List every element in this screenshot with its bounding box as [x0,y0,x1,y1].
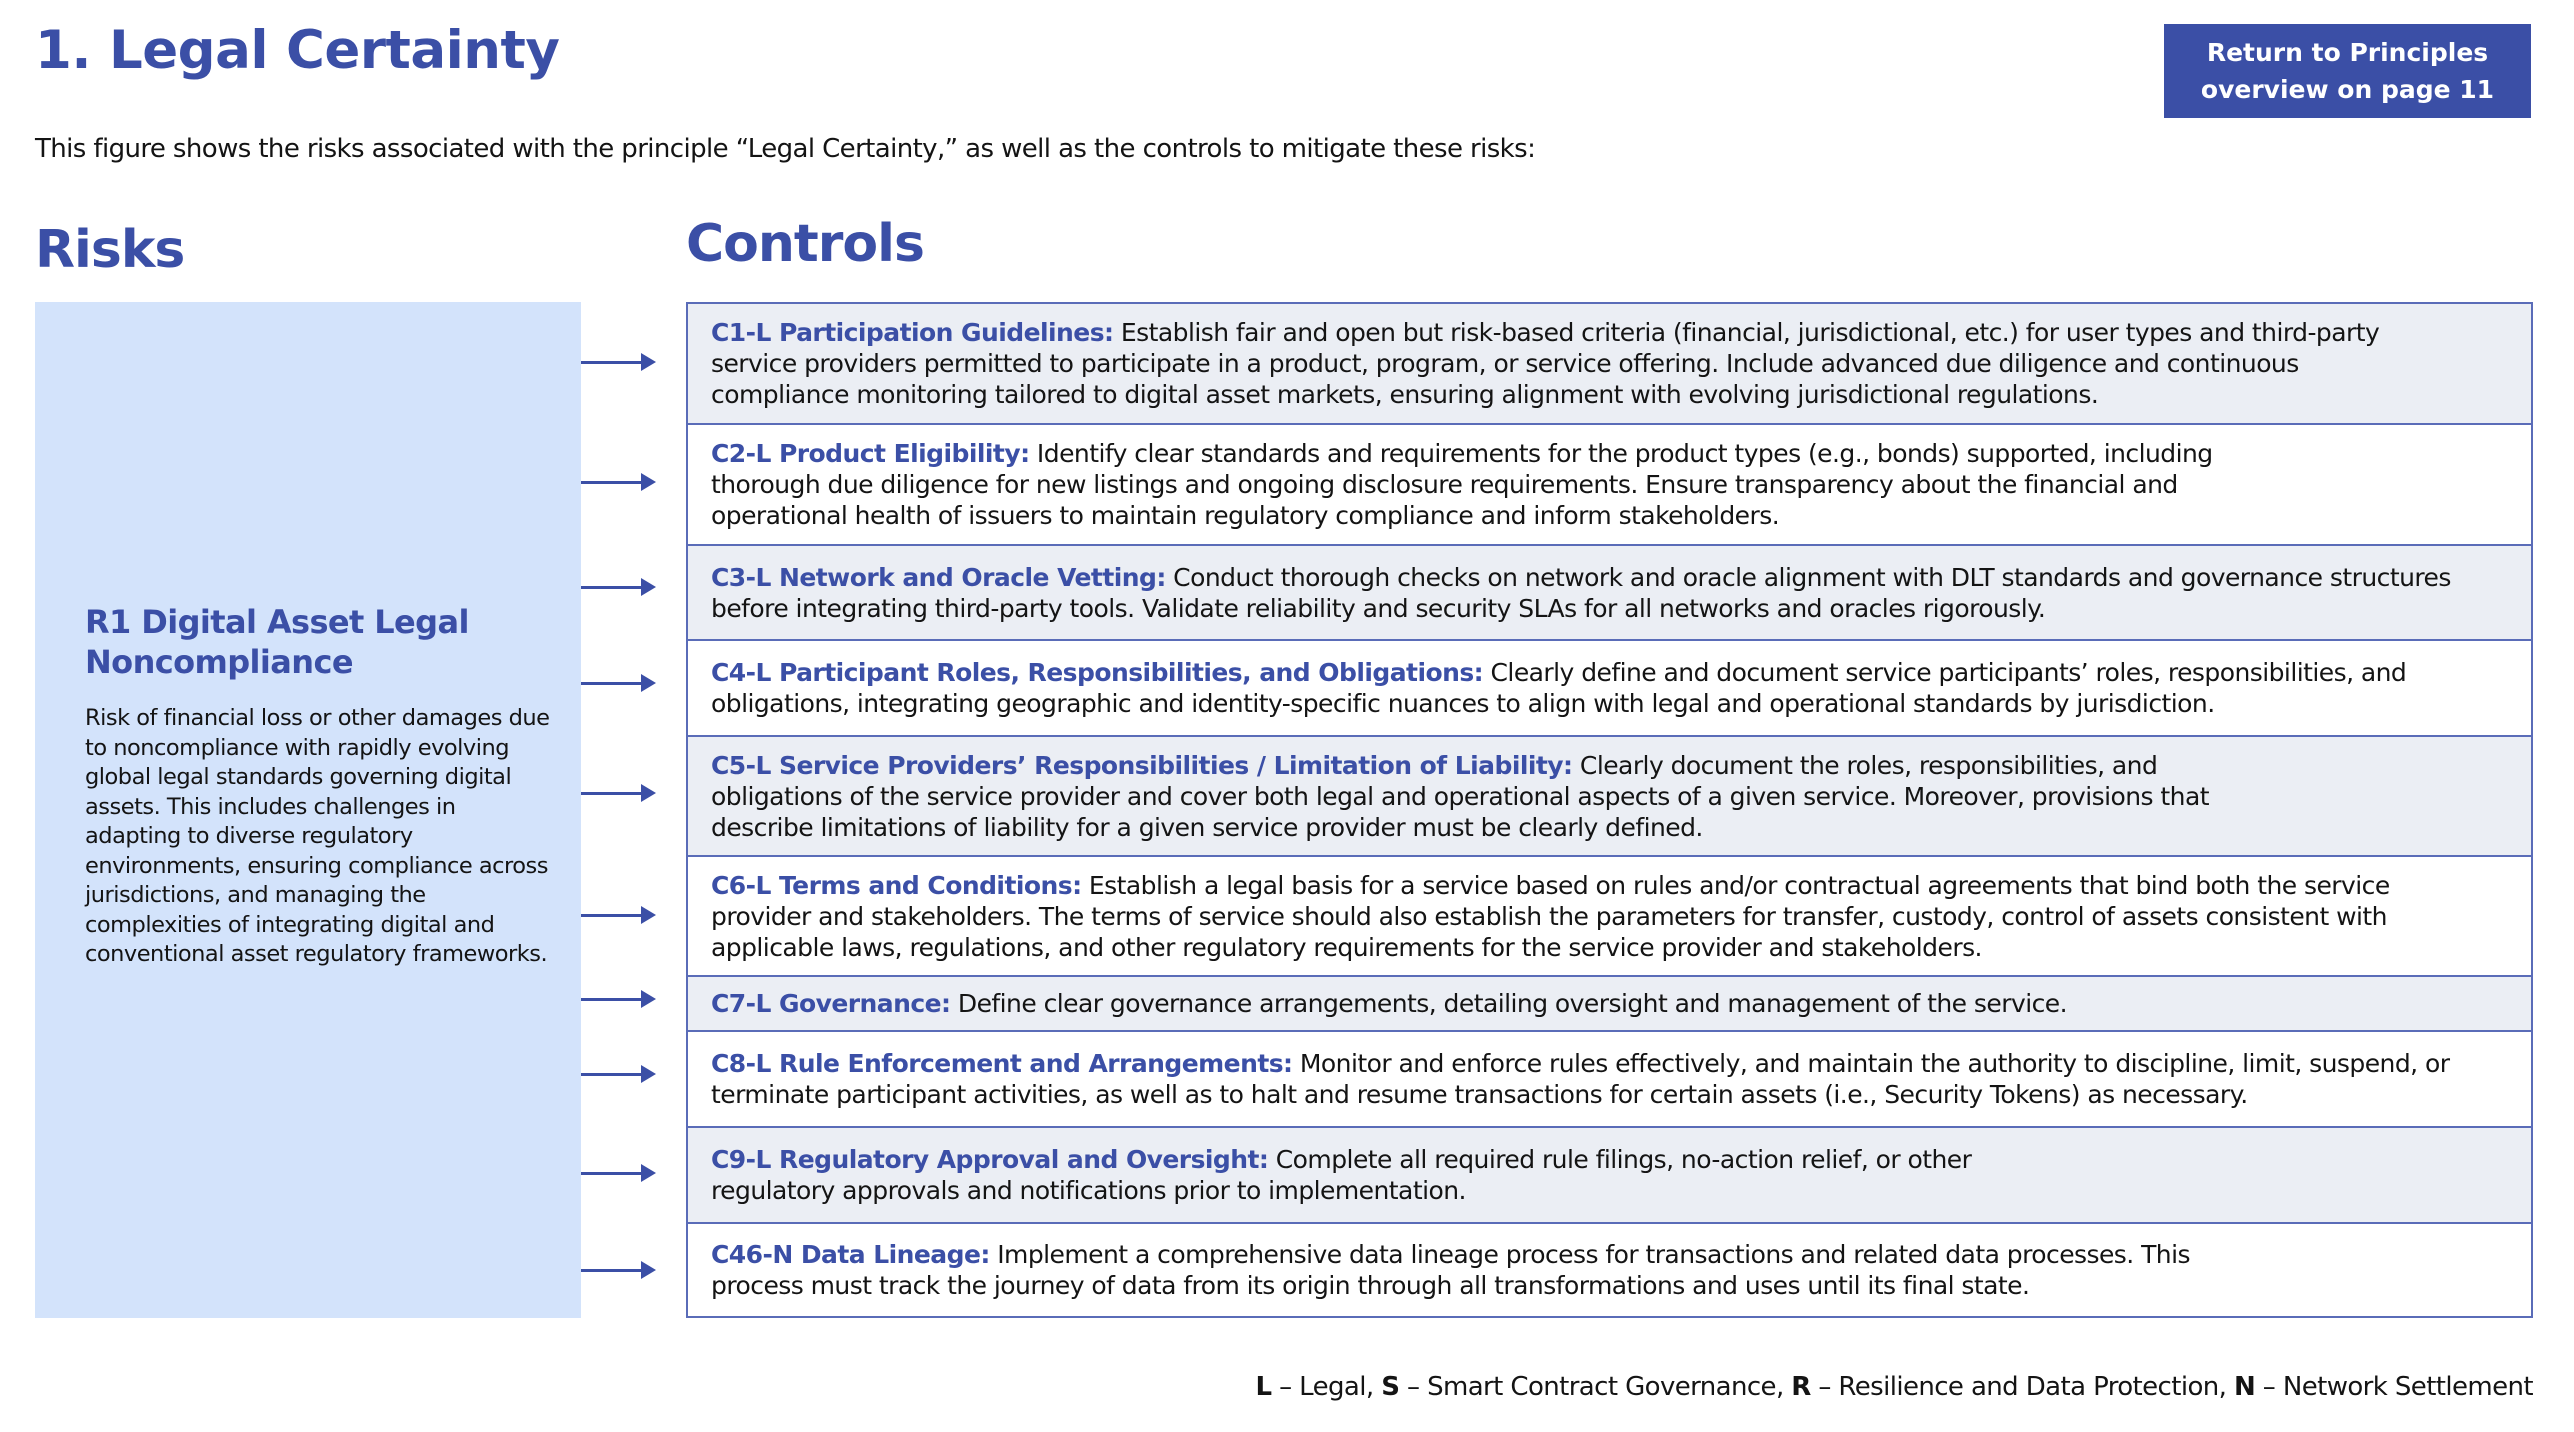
legend-label: – Smart Contract Governance, [1399,1372,1792,1402]
control-code: C7-L Governance: [711,989,951,1018]
risk-title: R1 Digital Asset Legal Noncompliance [85,603,469,681]
risk-description: Risk of financial loss or other damages due to noncompliance with rapidly evolving global legal standards governing digital assets. This includes challenges in adapting to diverse regulatory environments, ensuring compliance across jurisdictions, and managing the complexities of integrating digital and conventional asset regulatory frameworks. [85,705,550,967]
control-text: Define clear governance arrangements, detailing oversight and management of the service. [950,989,2068,1018]
control-code: C8-L Rule Enforcement and Arrangements: [711,1049,1293,1078]
controls-list [686,302,2533,1318]
arrow-right-icon [581,1163,657,1183]
arrow-right-icon [581,1260,657,1280]
control-row-c9 [688,1126,2531,1222]
risk-card-r1 [35,302,581,1318]
control-row-c8 [688,1030,2531,1126]
legend-key: L [1255,1372,1272,1402]
arrow-right-icon [581,905,657,925]
control-row-c4 [688,639,2531,735]
control-code: C1-L Participation Guidelines: [711,318,1114,347]
arrow-right-icon [581,673,657,693]
control-text: Identify clear standards and requirements for the product types (e.g., bonds) supported, including thorough due diligence for new listings and ongoing disclosure requirements. Ensure transparency about the financial and operational health of issuers to maintain regulatory compliance and inform stakeholders. [711,439,2213,530]
control-text: Establish a legal basis for a service based on rules and/or contractual agreements that bind both the service provider and stakeholders. The terms of service should also establish the parameters for transfer, custody, control of assets consistent with applicable laws, regulations, and other regulatory requirements for the service provider and stakeholders. [711,870,2390,962]
control-text: Conduct thorough checks on network and oracle alignment with DLT standards and governance structures before integrating third-party tools. Validate reliability and security SLAs for all networks and oracles rigorously. [711,562,2451,623]
arrow-right-icon [581,472,657,492]
control-text: Clearly document the roles, responsibilities, and obligations of the service provider and cover both legal and operational aspects of a given service. Moreover, provisions that describe limitations of liability for a given service provider must be clearly defined. [711,750,2209,842]
arrow-right-icon [581,577,657,597]
control-row-c7 [688,975,2531,1030]
control-row-c1 [688,304,2531,423]
control-text: Clearly define and document service participants’ roles, responsibilities, and obligations, integrating geographic and identity-specific nuances to align with legal and operational standards by jurisdiction. [711,658,2407,718]
return-to-principles-button[interactable] [2164,24,2531,118]
arrow-right-icon [581,989,657,1009]
intro-text: This figure shows the risks associated with the principle “Legal Certainty,” as well as the controls to mitigate these risks: [35,134,1536,164]
control-code: C2-L Product Eligibility: [711,439,1030,468]
legend-key: R [1791,1372,1811,1402]
control-row-c2 [688,423,2531,544]
control-text: Monitor and enforce rules effectively, and maintain the authority to discipline, limit, suspend, or terminate participant activities, as well as to halt and resume transactions for certain assets (i.e., Security Tokens) as necessary. [711,1049,2450,1109]
legend-label: – Network Settlement [2255,1372,2533,1402]
control-code: C5-L Service Providers’ Responsibilities / Limitation of Liability: [711,750,1573,780]
control-code: C6-L Terms and Conditions: [711,870,1082,900]
control-row-c46 [688,1222,2531,1316]
control-row-c6 [688,855,2531,975]
page-title: 1. Legal Certainty [35,20,560,81]
arrow-right-icon [581,783,657,803]
return-button-label-line2: overview on page 11 [2200,75,2495,104]
legend-key: N [2233,1372,2256,1402]
controls-heading: Controls [686,214,924,274]
control-row-c5 [688,735,2531,855]
arrow-right-icon [581,352,657,372]
control-text: Establish fair and open but risk-based criteria (financial, jurisdictional, etc.) for user types and third-party service providers permitted to participate in a product, program, or service offering. Include advanced due diligence and continuous compliance monitoring tailored to digital asset markets, ensuring alignment with evolving jurisdictional regulations. [711,318,2380,409]
control-code: C4-L Participant Roles, Responsibilities, and Obligations: [711,658,1484,687]
arrow-right-icon [581,1064,657,1084]
control-code: C46-N Data Lineage: [711,1240,990,1269]
legend-label: – Resilience and Data Protection, [1810,1372,2234,1402]
category-legend [1255,1372,2533,1402]
control-text: Implement a comprehensive data lineage process for transactions and related data processes. This process must track the journey of data from its origin through all transformations and uses until its final state. [711,1240,2190,1300]
control-code: C3-L Network and Oracle Vetting: [711,562,1166,592]
risks-heading: Risks [35,220,185,280]
return-button-label-line1: Return to Principles [2206,38,2489,67]
legend-label: – Legal, [1271,1372,1382,1402]
legend-key: S [1381,1372,1400,1402]
control-row-c3 [688,544,2531,639]
control-code: C9-L Regulatory Approval and Oversight: [711,1145,1269,1174]
control-text: Complete all required rule filings, no-action relief, or other regulatory approvals and notifications prior to implementation. [711,1145,1972,1205]
